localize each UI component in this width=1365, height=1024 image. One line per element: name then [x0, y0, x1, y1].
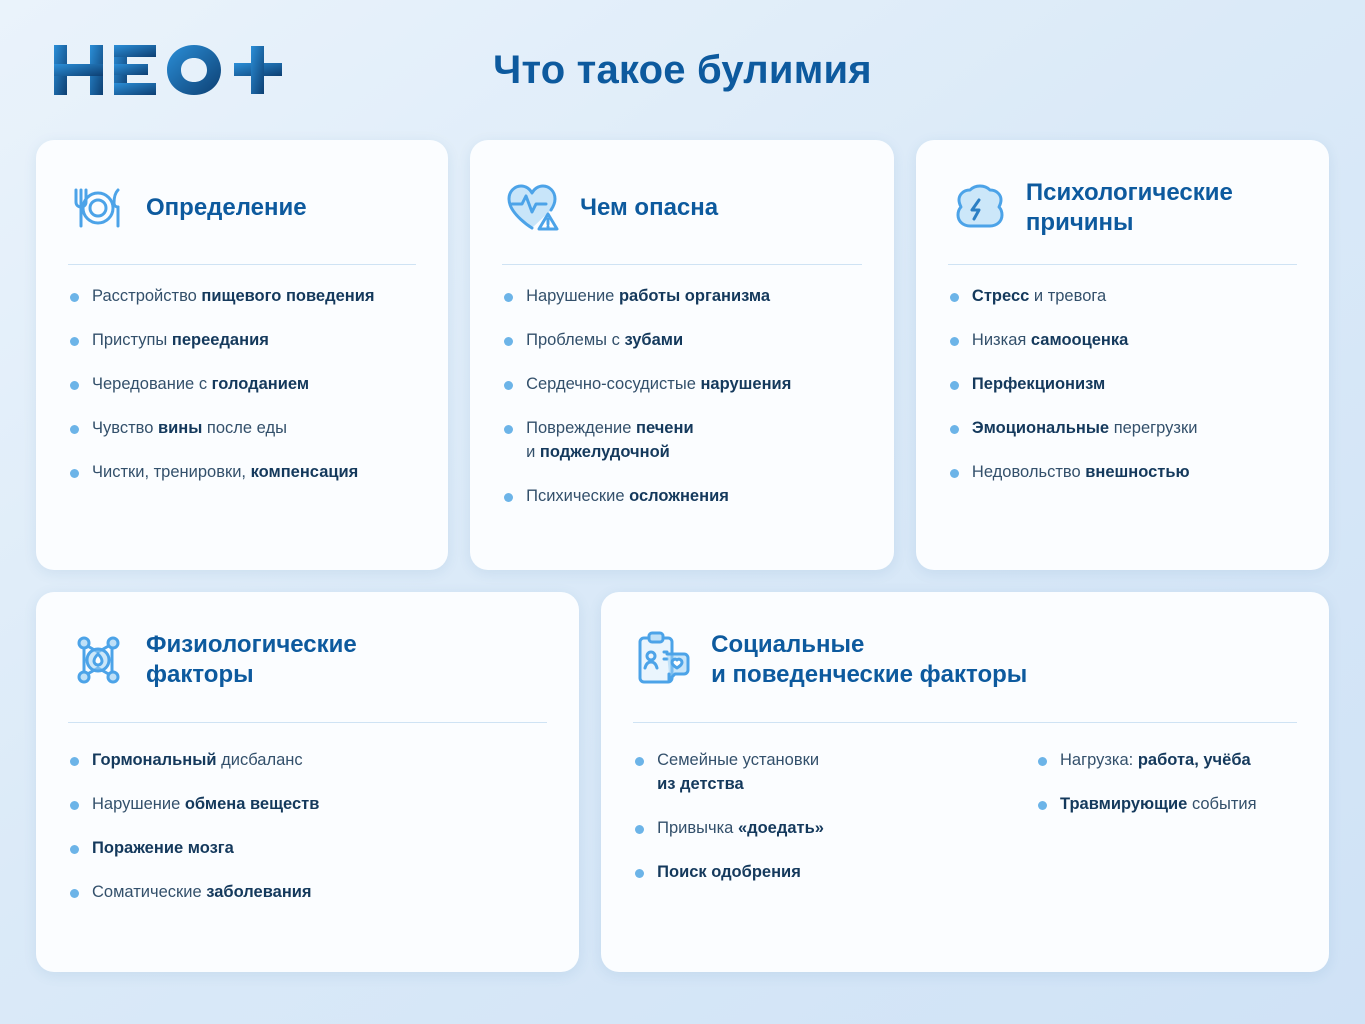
divider	[633, 722, 1297, 723]
card-header	[631, 618, 1299, 702]
column-right	[1034, 749, 1299, 905]
item-list	[66, 749, 549, 905]
item-list-right	[1034, 749, 1299, 817]
list-item: Чистки, тренировки, компенсация	[66, 461, 418, 485]
item-list	[500, 285, 864, 509]
list-item: Нагрузка: работа, учёба	[1034, 749, 1299, 773]
divider	[68, 722, 547, 723]
card-title: Определение	[146, 194, 307, 221]
list-item: Травмирующие события	[1034, 793, 1299, 817]
card-header	[66, 618, 549, 702]
list-item: Привычка «доедать»	[631, 817, 1006, 841]
item-list-left	[631, 749, 1006, 885]
list-item: Перфекционизм	[946, 373, 1299, 397]
column-left	[631, 749, 1006, 905]
list-item: Соматические заболевания	[66, 881, 549, 905]
card-header	[500, 166, 864, 250]
list-item: Приступы переедания	[66, 329, 418, 353]
page-title: Что такое булимия	[493, 47, 872, 92]
card-psychological-causes	[916, 140, 1329, 570]
list-item: Расстройство пищевого поведения	[66, 285, 418, 309]
card-title: Психологические причины	[1025, 179, 1233, 236]
two-column-lists	[631, 749, 1299, 905]
card-social-behavioral-factors	[601, 592, 1329, 972]
card-danger	[470, 140, 894, 570]
molecule-icon	[66, 628, 130, 692]
item-list	[946, 285, 1299, 485]
list-item: Нарушение обмена веществ	[66, 793, 549, 817]
list-item: Семейные установки из детства	[631, 749, 1006, 797]
list-item: Эмоциональные перегрузки	[946, 417, 1299, 441]
list-item: Повреждение печени и поджелудочной	[500, 417, 864, 465]
list-item: Поражение мозга	[66, 837, 549, 861]
card-title: Социальные и поведенческие факторы	[711, 631, 1028, 688]
card-definition	[36, 140, 448, 570]
list-item: Стресс и тревога	[946, 285, 1299, 309]
list-item: Низкая самооценка	[946, 329, 1299, 353]
card-header	[66, 166, 418, 250]
item-list	[66, 285, 418, 485]
clipboard-chat-icon	[631, 628, 695, 692]
list-item: Гормональный дисбаланс	[66, 749, 549, 773]
divider	[948, 264, 1297, 265]
divider	[68, 264, 416, 265]
list-item: Чередование с голоданием	[66, 373, 418, 397]
list-item: Сердечно-сосудистые нарушения	[500, 373, 864, 397]
card-header	[946, 166, 1299, 250]
list-item: Нарушение работы организма	[500, 285, 864, 309]
plate-cutlery-icon	[66, 176, 130, 240]
card-physiological-factors	[36, 592, 579, 972]
list-item: Психические осложнения	[500, 485, 864, 509]
list-item: Проблемы с зубами	[500, 329, 864, 353]
page-header	[36, 0, 1329, 140]
list-item: Поиск одобрения	[631, 861, 1006, 885]
brain-lightning-icon	[946, 176, 1010, 240]
heart-pulse-warning-icon	[500, 176, 564, 240]
card-title: Чем опасна	[580, 194, 719, 221]
divider	[502, 264, 862, 265]
list-item: Недовольство внешностью	[946, 461, 1299, 485]
card-title: Физиологические факторы	[146, 631, 357, 688]
list-item: Чувство вины после еды	[66, 417, 418, 441]
